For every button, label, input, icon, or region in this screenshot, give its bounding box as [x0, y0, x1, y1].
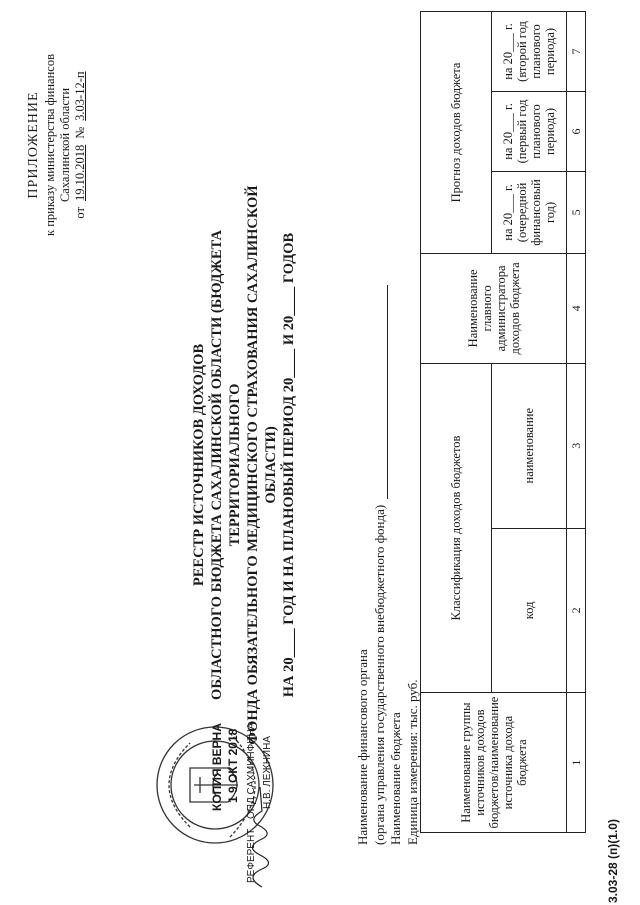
header-code: код — [492, 528, 567, 693]
header-forecast: Прогноз доходов бюджета — [421, 12, 492, 254]
field-financial-organ-label: Наименование финансового органа — [355, 649, 370, 845]
col-number-5: 5 — [567, 171, 586, 253]
header-admin: Наименование главного администратора доходов бюджета — [421, 253, 567, 363]
appendix-no-sign: № — [73, 126, 87, 139]
header-year-2: на 20___ г. (первый год планового периода) — [492, 92, 567, 172]
field-fund-organ — [372, 285, 389, 845]
table-header-row-1 — [421, 12, 492, 833]
appendix-date: 19.10.2018 — [73, 144, 87, 202]
col-number-6: 6 — [567, 92, 586, 172]
header-year-1: на 20___ г. (очередной финансовый год) — [492, 171, 567, 253]
field-budget-name-label: Наименование бюджета — [388, 712, 403, 845]
appendix-block — [26, 45, 88, 245]
field-unit-label: Единица измерения: тыс. руб. — [404, 679, 420, 845]
stamp-copy: КОПИЯ ВЕРНА — [210, 723, 224, 811]
field-fund-organ-label: (органа управления государственного внебюджетного фонда) — [371, 504, 387, 845]
appendix-number: 3.03-12-п — [73, 71, 87, 121]
header-source-group: Наименование группы источников доходов бюджетов/наименование источника дохода бюджета — [421, 693, 567, 833]
title-line-2: ОБЛАСТНОГО БЮДЖЕТА САХАЛИНСКОЙ ОБЛАСТИ (БЮДЖЕТА ТЕРРИТОРИАЛЬНОГО — [209, 230, 243, 700]
appendix-line2: Сахалинской области — [58, 87, 72, 203]
col-number-3: 3 — [567, 363, 586, 528]
title-line-3: ФОНДА ОБЯЗАТЕЛЬНОГО МЕДИЦИНСКОГО СТРАХОВАНИЯ САХАЛИНСКОЙ ОБЛАСТИ) — [245, 185, 279, 745]
field-budget-name — [388, 285, 405, 845]
stamp-person: Н.В. ЛЕЖНИНА — [262, 736, 273, 809]
appendix-line1: к приказу министерства финансов — [43, 54, 57, 236]
col-number-4: 4 — [567, 253, 586, 363]
document-title — [190, 185, 298, 745]
col-number-2: 2 — [567, 528, 586, 693]
field-unit — [405, 285, 422, 845]
form-fields — [355, 285, 421, 845]
registry-table — [420, 11, 586, 833]
title-line-4: НА 20____ ГОД И НА ПЛАНОВЫЙ ПЕРИОД 20____ И 20____ ГОДОВ — [281, 232, 297, 698]
header-year-3: на 20___ г. (второй год планового периода) — [492, 12, 567, 92]
appendix-title: ПРИЛОЖЕНИЕ — [26, 91, 41, 199]
stamp-role: РЕФЕРЕНТ — [246, 828, 257, 883]
form-code: 3.03-28 (п)(1.0) — [606, 819, 620, 903]
title-line-1: РЕЕСТР ИСТОЧНИКОВ ДОХОДОВ — [191, 343, 207, 587]
stamp-dept: ОПД САХМИНФИНА — [246, 722, 257, 819]
header-name: наименование — [492, 363, 567, 528]
stamp-date: 1 9 ОКТ 2018 — [226, 728, 240, 803]
appendix-from: от — [73, 207, 87, 219]
table-number-row — [567, 12, 586, 833]
field-fund-organ-line — [375, 285, 388, 499]
field-financial-organ — [355, 285, 372, 845]
col-number-7: 7 — [567, 12, 586, 92]
col-number-1: 1 — [567, 693, 586, 833]
appendix-date-line — [73, 45, 88, 245]
header-classification: Классификация доходов бюджетов — [421, 363, 492, 692]
